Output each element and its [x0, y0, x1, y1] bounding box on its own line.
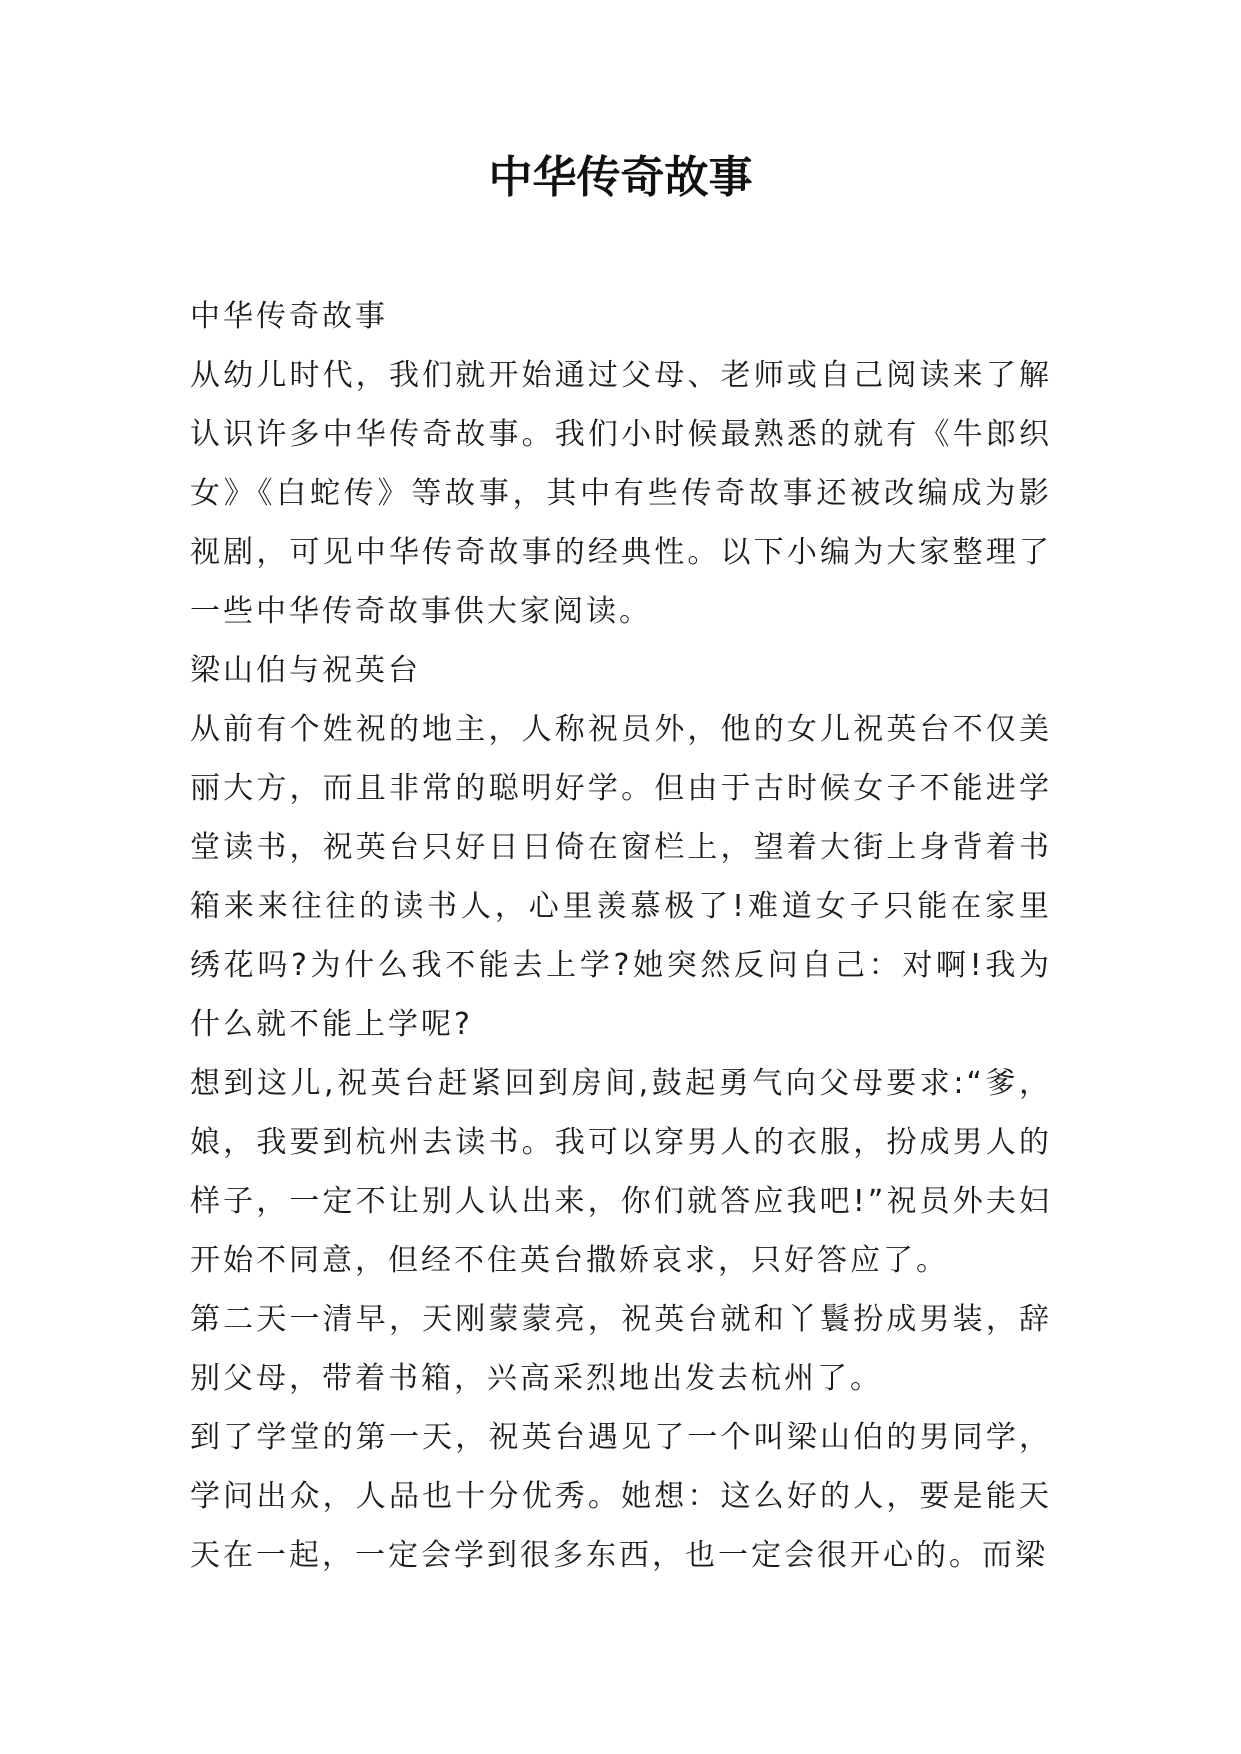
paragraph: 第二天一清早，天刚蒙蒙亮，祝英台就和丫鬟扮成男装，辞别父母，带着书箱，兴高采烈地出发去杭州了。	[190, 1302, 1052, 1396]
paragraph-heading: 中华传奇故事	[190, 299, 388, 334]
document-title: 中华传奇故事	[488, 152, 753, 203]
document-body	[190, 287, 1052, 1585]
paragraph: 到了学堂的第一天，祝英台遇见了一个叫梁山伯的男同学，学问出众，人品也十分优秀。她想：这么好的人，要是能天天在一起，一定会学到很多东西，也一定会很开心的。而梁	[190, 1420, 1052, 1573]
paragraph-story-title: 梁山伯与祝英台	[190, 653, 421, 688]
paragraph-intro: 从幼儿时代，我们就开始通过父母、老师或自己阅读来了解认识许多中华传奇故事。我们小时候最熟悉的就有《牛郎织女》《白蛇传》等故事，其中有些传奇故事还被改编成为影视剧，可见中华传奇故事的经典性。以下小编为大家整理了一些中华传奇故事供大家阅读。	[190, 358, 1052, 629]
paragraph: 从前有个姓祝的地主，人称祝员外，他的女儿祝英台不仅美丽大方，而且非常的聪明好学。但由于古时候女子不能进学堂读书，祝英台只好日日倚在窗栏上，望着大街上身背着书箱来来往往的读书人，心里羡慕极了!难道女子只能在家里绣花吗?为什么我不能去上学?她突然反问自己：对啊!我为什么就不能上学呢?	[190, 712, 1052, 1042]
paragraph: 想到这儿,祝英台赶紧回到房间,鼓起勇气向父母要求:“爹，娘，我要到杭州去读书。我可以穿男人的衣服，扮成男人的样子，一定不让别人认出来，你们就答应我吧!”祝员外夫妇开始不同意，但经不住英台撒娇哀求，只好答应了。	[190, 1066, 1052, 1278]
